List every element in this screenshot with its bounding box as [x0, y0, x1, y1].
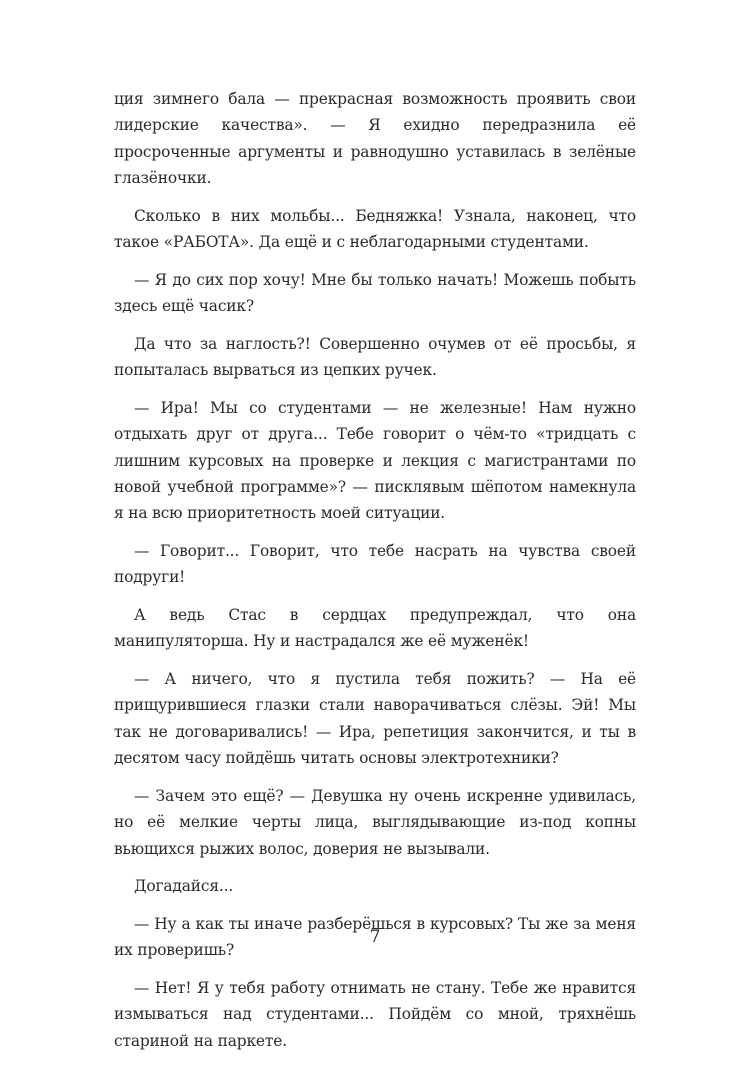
page-number: 7 [369, 927, 381, 947]
paragraph-9: — Зачем это ещё? — Девушка ну очень искренне удивилась, но её мелкие черты лица, выглядывающие из-под копны вьющихся рыжих волос, доверия не вызывали. [114, 786, 636, 858]
paragraph-4: Да что за наглость?! Совершенно очумев от её просьбы, я попыталась вырваться из цепких ручек. [114, 334, 636, 380]
paragraph-12: — Нет! Я у тебя работу отнимать не стану. Тебе же нравится измываться над студентами... Пойдём со мной, тряхнёшь стариной на паркете. [114, 978, 636, 1050]
paragraph-3: — Я до сих пор хочу! Мне бы только начать! Можешь побыть здесь ещё часик? [114, 270, 636, 316]
paragraph-5: — Ира! Мы со студентами — не железные! Нам нужно отдыхать друг от друга... Тебе говорит о чём-то «тридцать с лишним курсовых на проверке и лекция с магистрантами по новой учебной программе»? — писклявым шёпотом намекнула я на всю приоритетность моей ситуации. [114, 398, 636, 523]
paragraph-10: Догадайся... [134, 877, 234, 896]
paragraph-11: — Ну а как ты иначе разберёшься в курсовых? Ты же за меня их проверишь? [114, 914, 636, 960]
body-text [114, 86, 636, 1065]
paragraph-7: А ведь Стас в сердцах предупреждал, что она манипуляторша. Ну и настрадался же её муженёк! [114, 606, 636, 651]
paragraph-1: ция зимнего бала — прекрасная возможность проявить свои лидерские качества». — Я ехидно передразнила её просроченные аргументы и равнодушно уставилась в зелёные глазёночки. [114, 90, 636, 188]
paragraph-2: Сколько в них мольбы... Бедняжка! Узнала, наконец, что такое «РАБОТА». Да ещё и с неблагодарными студентами. [114, 206, 636, 252]
paragraph-6: — Говорит... Говорит, что тебе насрать на чувства своей подруги! [114, 542, 636, 587]
paragraph-8: — А ничего, что я пустила тебя пожить? — На её прищурившиеся глазки стали наворачиваться слёзы. Эй! Мы так не договаривались! — Ира, репетиция закончится, и ты в десятом часу пойдёшь читать основы электротехники? [114, 670, 636, 768]
